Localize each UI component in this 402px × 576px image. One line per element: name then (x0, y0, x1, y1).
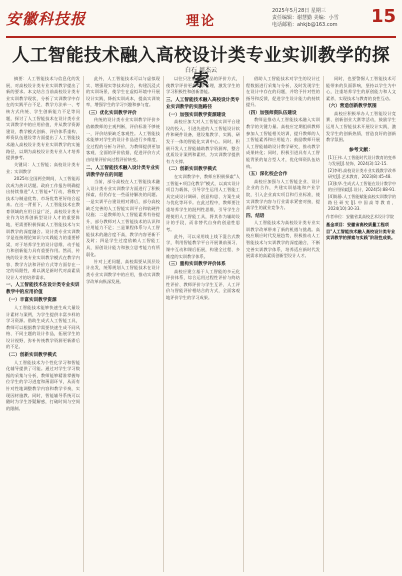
issue-editor: 责任编辑：谢慧勤 美编：小雪 (272, 15, 339, 21)
references-title: 参考文献： (349, 147, 373, 153)
section-heading: （三）优化实训教学评价 (86, 110, 137, 116)
section-heading: （六）营造创新教学氛围 (326, 104, 377, 110)
article-byline: 白石 周杰云 (185, 67, 217, 74)
section-heading: （一）加强实训教学资源建设 (166, 112, 226, 118)
newspaper-logo: 安徽科技报 (6, 10, 87, 28)
column-divider (323, 76, 324, 572)
column-divider (243, 76, 244, 572)
section-heading: 二、人工智能技术融入设计类专业实训教学存在的问题 (86, 165, 160, 178)
issue-email: 电话邮箱：ahkjb@163.com (272, 22, 338, 28)
article-column-1 (6, 76, 80, 572)
reference-item: [4]陈静.人工智能赋能高校实训教学的路径研究[J].中国高等教育，2024(10):30-33. (328, 193, 396, 211)
body-paragraph: 高校应积极举办人工智能设计竞赛、创新创业大赛等活动，鼓励学生运用人工智能技术开展设计实践，激发学生的创新热情，营造良好的创新教学氛围。 (326, 110, 396, 143)
section-title: 理论 (186, 14, 217, 29)
section-heading: 四、结语 (246, 213, 265, 219)
section-heading: （五）深化校企合作 (246, 172, 288, 178)
body-paragraph: 此外，可以采用线上线下混合式教学，利用智能教学平台开展课前预习、课中互动和课后拓展，构建全过程、多维度的实训教学体系。 (166, 233, 240, 259)
body-paragraph: 高校应加大对人工智能实训平台建设的投入，引进先进的人工智能设计软件和硬件设备，建设集教学、实践、研发于一体的智能化实训中心。同时，积极开发人工智能辅助教学资源库，整合优质设计案例和素材，为实训教学提供有力支撑。 (166, 119, 240, 164)
article-title: 人工智能技术融入高校设计类专业实训教学的探索 (12, 46, 390, 91)
body-paragraph: 教师是推动人工智能技术融入实训教学的关键力量。高校应定期组织教师参加人工智能相关培训，提升教师的人工智能素养和应用能力；鼓励教师开展人工智能辅助设计教学研究，推动教学成果转化；同时，积极引进具有人工智能背景的复合型人才，优化师资队伍结构。 (246, 117, 320, 169)
body-paragraph: 以往只注重最终作品的评价方式，使教学评价更加科学合理，激发学生的学习积极性和创新潜能。 (166, 76, 240, 95)
references-list (326, 155, 396, 212)
reference-item: [3]张华.生成式人工智能在设计教学中的应用探索[J].设计，2024(5):88-91. (328, 180, 396, 192)
body-paragraph: 人工智能技术为高校设计类专业实训教学改革带来了新的机遇与挑战。高校应顺应时代发展趋势，积极推动人工智能技术与实训教学的深度融合，不断完善实训教学体系，培养适应新时代发展需求的高素质创新型设计人才。 (246, 220, 320, 259)
section-heading: （四）加强师资队伍建设 (246, 110, 297, 116)
page-number: 15 (370, 6, 396, 27)
body-paragraph: 当前，部分高校在人工智能技术融入设计类专业实训教学方面进行了积极探索，但仍存在一些亟待解决的问题。一是实训平台建设相对滞后，部分高校缺乏完善的人工智能实训平台和软硬件设施；二是教师的人工智能素养有待提升，部分教师对人工智能技术的认识和应用能力不足；三是课程体系与人工智能技术的融合度不高，教学内容更新不及时；四是学生过度依赖人工智能工具，原创设计能力和独立思考能力有所弱化。 (86, 179, 160, 257)
article-body (6, 76, 396, 572)
body-paragraph: 同时，也要警惕人工智能技术可能带来的负面影响，坚持以学生为中心，注重培养学生的原创能力和人文素养，实现技术与教育的良性互动。 (326, 76, 396, 101)
section-heading: （二）创新实训教学模式 (166, 167, 217, 173)
article-column-5 (326, 76, 396, 572)
body-paragraph: 借助人工智能技术对学生的设计过程数据进行采集与分析，及时发现学生在设计中存在的问题，并给予针对性的指导和反馈，促进学生设计能力的持续提升。 (246, 76, 320, 108)
body-paragraph: 人工智能技术能够快速生成大量设计素材与案例，为学生提供丰富多样的学习资源。借助生成式人工智能工具，教师可以根据教学需要快速生成不同风格、不同主题的设计作品，拓展学生的设计视野，弥补传统教学资源更新滞后的不足。 (6, 304, 80, 350)
body-paragraph: 高校应建立基于人工智能的多元化评价体系，综合运用过程性评价与终结性评价、教师评价与学生互评、人工评价与智能评价相结合的方式，全面客观地评价学生的学习成果。 (166, 268, 240, 301)
author-affiliation: 作者单位：安徽省某高校艺术设计学院 (326, 214, 394, 220)
body-paragraph: 高校应加强与人工智能企业、设计企业的合作，共建实训基地和产业学院，引入企业真实项目和行业标准，使实训教学内容与行业需求紧密对接，提高学生的就业竞争力。 (246, 178, 320, 211)
body-paragraph: 针对上述问题，高校需要从顶层设计出发，统筹规划人工智能技术在设计类专业实训教学中的应用，推动实训教学改革向纵深发展。 (86, 258, 160, 284)
body-paragraph: 在实训教学中，教师应积极探索"人工智能+项目化教学"模式，以真实设计项目为载体，引导学生运用人工智能工具完成设计调研、创意构思、方案生成与优化等环节。在此过程中，教师要注重培养学生的批判性思维，引导学生合理使用人工智能工具，将其作为辅助设计的手段，而非替代自身的创造性思考。 (166, 173, 240, 232)
column-divider (83, 76, 84, 572)
section-heading: （一）丰富实训教学资源 (6, 298, 57, 304)
section-heading: （三）重构实训教学评价体系 (166, 262, 226, 268)
funding-note: 基金项目：安徽省高校质量工程项目"人工智能技术融入高校设计类专业实训教学的探索与实践"阶段性成果。 (326, 222, 396, 241)
article-column-3 (166, 76, 240, 572)
issue-date: 2025年5月28日 星期三 (272, 8, 326, 14)
reference-item: [2]李明.高校设计类专业实践教学改革研究[J].艺术教育，2023(8):45-48. (328, 167, 396, 179)
body-paragraph: 2025年全国两会期间，人工智能再次成为热议话题。政府工作报告明确提出持续推进"人工智能+"行动，将数字技术与制造优势、市场优势更好结合起来。在这一背景下，人工智能技术在教育领域的应用日益广泛，高校设计类专业作为培养创新型设计人才的重要阵地，更需要积极探索人工智能技术与实训教学的深度融合。设计类专业实训教学是连接理论知识与实践能力的重要桥梁，对于培养学生的设计思维、动手能力和创新能力具有重要作用。然而，传统的设计类专业实训教学模式在教学内容、教学方法和评价方式等方面存在一定的局限性，难以满足新时代对高素质设计人才的培养需求。 (6, 175, 80, 280)
body-paragraph: 传统的设计类专业实训教学评价多依赖教师的主观判断，评价标准不够统一，评价结果缺乏客观性。人工智能技术能够对学生的设计作品进行多维度、全过程的分析与评价，为教师提供更加客观、全面的评价依据，促进评价方式由结果评价向过程评价转变。 (86, 117, 160, 163)
body-paragraph: 摘要：人工智能技术与信息化的发展，对高校设计类专业实训教学提出了新的要求。本文结合当前高校设计类专业实训教学现状，分析了实训教学中存在的实践平台不足、教学方法单一、考核方式传统、学生创新能力不足等问题，探讨了人工智能技术在设计类专业实训教学中的应用价值，并从教学资源建设、教学模式创新、评价体系重构、师资队伍建设等方面提出了人工智能技术融入高校设计类专业实训教学的实施路径，以期为高校设计类专业人才培养提供参考。 (6, 76, 80, 161)
section-heading: 三、人工智能技术融入高校设计类专业实训教学的实施路径 (166, 97, 240, 110)
reference-item: [1]王伟.人工智能时代设计教育的变革与发展[J].装饰，2024(3):12-15. (328, 154, 396, 167)
masthead (6, 4, 396, 38)
article-column-2 (86, 76, 160, 572)
body-paragraph: 人工智能技术为个性化学习和智能化辅导提供了可能。通过对学生学习数据的采集与分析，教师能够精准掌握每位学生的学习进度和薄弱环节，从而有针对性地调整教学内容和教学节奏，实现因材施教。同时，智能辅导系统可以随时为学生答疑解惑，打破时间与空间的限制。 (6, 359, 80, 411)
article-column-4 (246, 76, 320, 572)
section-heading: （二）创新实训教学模式 (6, 353, 57, 359)
section-heading: 一、人工智能技术在设计类专业实训教学中的应用价值 (6, 283, 80, 296)
column-divider (163, 76, 164, 572)
issue-meta (272, 8, 372, 29)
body-paragraph: 此外，人工智能技术可以与虚拟现实、增强现实等技术结合，构建沉浸式的实训场景，使学生在虚拟环境中开展设计实践，降低实训成本，提高实训效率，增强学生的学习兴趣和参与度。 (86, 76, 160, 108)
body-paragraph: 关键词：人工智能；高校设计类专业；实训教学 (6, 162, 80, 174)
